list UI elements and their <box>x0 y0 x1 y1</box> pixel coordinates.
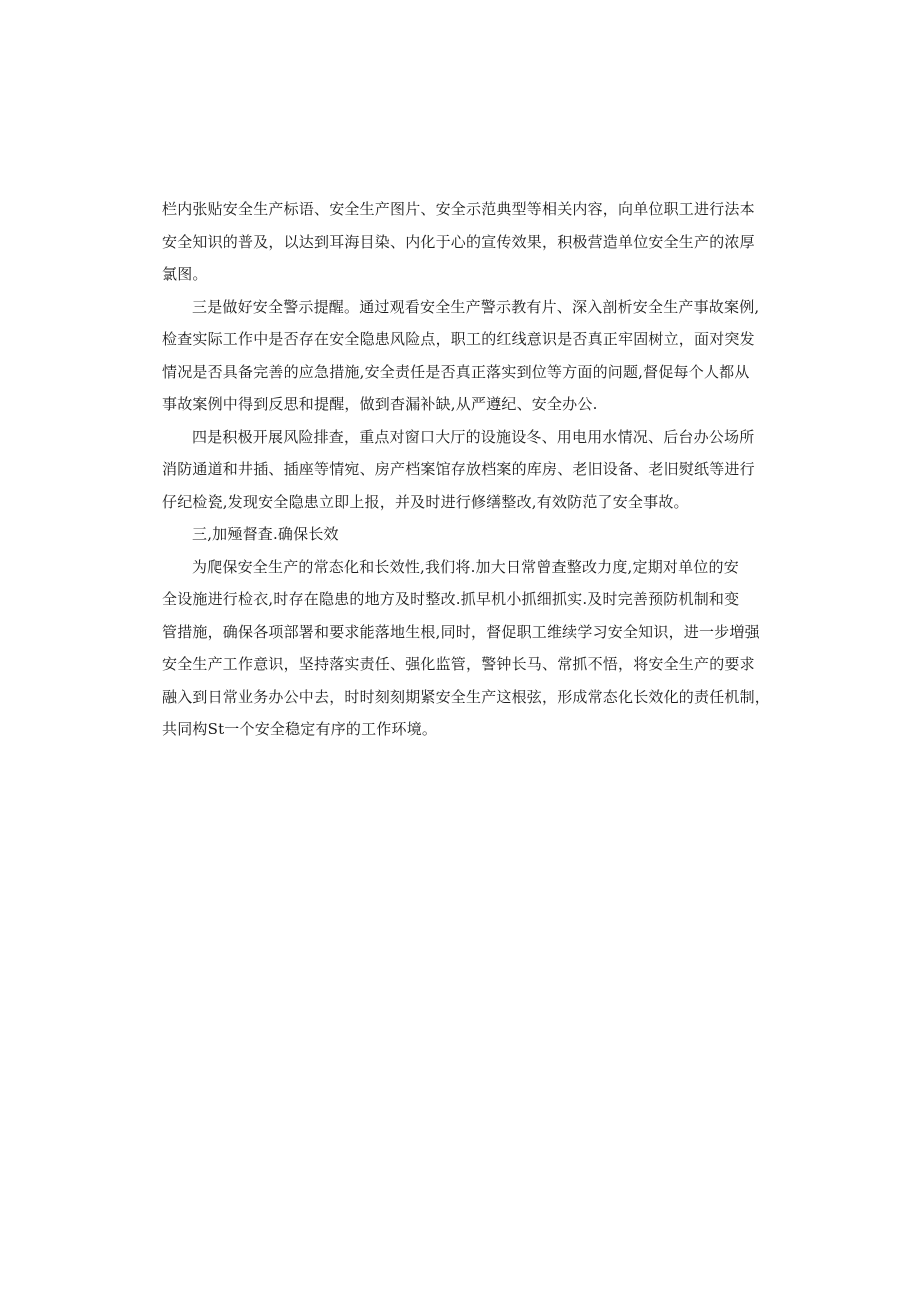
section-heading: 三,加殛督査.确保长效 <box>192 525 339 543</box>
document-body <box>162 193 772 746</box>
text-line: 仔纪检瓷,发现安全隐患立即上报，并及时进行修缮整改,有效防范了安全事故。 <box>162 492 689 511</box>
paragraph-long-term <box>162 551 772 746</box>
text-line: 安全知识的普及，以达到耳海目染、内化于心的宣传效果，积极营造单位安全生产的浓厚 <box>162 232 755 251</box>
text-line: 安全生产工作意识，坚持落实责任、强化监管，警钟长马、常抓不悟，将安全生产的要求 <box>162 655 755 673</box>
paragraph-safety-warning <box>162 291 772 421</box>
text-line: 管措施，确保各项部署和要求能落地生根,同时，督促职工维续学习安全知识，进一步増强 <box>162 622 760 641</box>
paragraph-risk-inspection <box>162 421 772 519</box>
text-line: 检查实际工作中是否存在安全隐患风险点，职工的红线意识是否真正牢固树立，面对突发 <box>162 330 755 348</box>
text-line: 全设施进行检衣,时存在隐患的地方及时整改.抓早机小抓细抓实.及时完善预防机制和变 <box>162 590 740 608</box>
text-line: 四是积极开展风险排查，重点对窗口大厅的设施设冬、用电用水情况、后台办公场所 <box>192 427 755 446</box>
text-line: 氯图。 <box>162 265 208 283</box>
text-line: 事故案例中得到反思和提醒，做到杳漏补缺,从严遵纪、安全办公. <box>162 395 598 413</box>
paragraph-publicity <box>162 193 772 291</box>
text-line: 栏内张贴安全生产标语、安全生产图片、安全示范典型等相关内容，向单位职工进行法本 <box>162 200 755 218</box>
text-line: 为爬保安全生产的常态化和长效性,我们将.加大日常曾查整改力度,定期对单位的安 <box>192 557 739 576</box>
text-line: 三是做好安全警示提醒。通过观看安全生产警示教有片、深入剖析安全生产事故案例, <box>192 297 760 316</box>
text-line: 共同构St一个安全稳定有序的工作环境。 <box>162 720 438 738</box>
text-line: 消防通道和井插、插座等情宛、房产档案馆存放档案的库房、老旧设备、老旧熨纸等进行 <box>162 460 755 478</box>
text-line: 情况是否具备完善的应急措施,安全责任是否真正落实到位等方面的问题,督促每个人都从 <box>162 362 750 381</box>
text-line: 融入到日常业务办公中去，时时刻刻期紧安全生产这根弦，形成常态化长效化的责任机制， <box>162 687 771 706</box>
